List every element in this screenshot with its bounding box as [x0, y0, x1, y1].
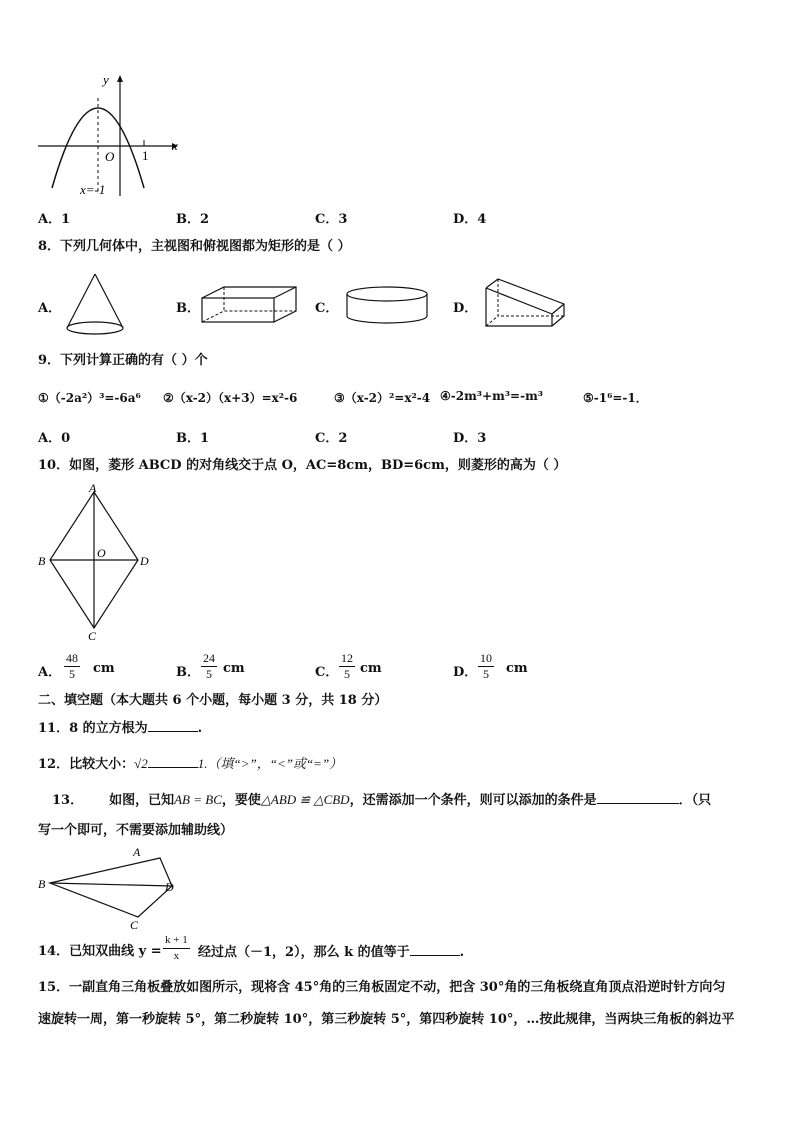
cone-figure	[62, 270, 128, 340]
q9-item-4: ④-2m³+m³=-m³	[440, 389, 544, 403]
q10-option-c-fraction: $\frac{12}{5}$	[341, 651, 353, 681]
graph-origin-label: O	[105, 149, 115, 164]
q13-line1	[52, 791, 711, 810]
q13-math2: △ABD ≌ △CBD	[260, 792, 350, 807]
q11	[38, 719, 202, 738]
kite-label-a: A	[133, 845, 141, 859]
rhombus-label-d: D	[140, 554, 149, 568]
q9-item-3: ③（x-2）²=x²-4	[334, 391, 431, 405]
q9-option-b[interactable]: B．1	[176, 431, 210, 446]
q7-option-d[interactable]: D．4	[453, 212, 487, 227]
q12-sqrt: √2	[134, 756, 148, 771]
kite-label-c: C	[130, 918, 139, 932]
rhombus-label-o: O	[97, 546, 106, 560]
q13-end: ．（只	[678, 793, 712, 808]
graph-tick-label: 1	[142, 148, 149, 163]
q13-text3: ，还需添加一个条件，则可以添加的条件是	[349, 793, 597, 808]
q9-item-1: ①（-2a²）³=-6a⁶	[38, 391, 141, 405]
rhombus-figure	[36, 482, 156, 644]
q8-option-c[interactable]: C．	[315, 301, 339, 316]
q15-line1: 15．一副直角三角板叠放如图所示，现将含 45°角的三角板固定不动，把含 30°角的三角板绕直角顶点沿逆时针方向匀	[38, 980, 726, 995]
q9-stem: 9．下列计算正确的有（ ）个	[38, 353, 208, 368]
q7-option-a[interactable]: A．1	[38, 212, 71, 227]
cylinder-figure	[343, 284, 433, 328]
graph-y-label: y	[103, 72, 109, 87]
q10-option-d-unit: cm	[506, 661, 528, 676]
q11-end: .	[197, 721, 203, 736]
q9-option-d[interactable]: D．3	[453, 431, 487, 446]
rhombus-label-b: B	[38, 554, 46, 568]
q14-prefix: 14．已知双曲线 y =	[38, 944, 162, 959]
q14-end: .	[459, 945, 465, 960]
q14-fraction: $\frac{k + 1}{x}$	[165, 934, 188, 962]
q8-stem: 8．下列几何体中，主视图和俯视图都为矩形的是（ ）	[38, 239, 351, 254]
q10-option-a-unit: cm	[93, 661, 115, 676]
section-2-title: 二、填空题（本大题共 6 个小题，每小题 3 分，共 18 分）	[38, 693, 388, 708]
q14-answer-blank[interactable]	[410, 943, 460, 956]
kite-figure	[36, 843, 186, 933]
q9-option-a[interactable]: A．0	[38, 431, 71, 446]
q12	[38, 755, 342, 774]
q9-item-2: ②（x-2）（x+3）=x²-6	[163, 391, 298, 405]
q13-num: 13．	[52, 793, 84, 808]
kite-label-b: B	[38, 877, 46, 891]
q10-option-d-fraction: $\frac{10}{5}$	[480, 651, 492, 681]
q15-line2: 速旋转一周，第一秒旋转 5°，第二秒旋转 10°，第三秒旋转 5°，第四秒旋转 10°，…按此规律，当两块三角板的斜边平	[38, 1012, 735, 1027]
parabola-graph	[30, 70, 190, 200]
q10-option-a-prefix[interactable]: A．	[38, 665, 62, 680]
q12-after: 1.（填“>”，“<”或“=”）	[197, 756, 343, 771]
q14-suffix-line	[198, 943, 464, 962]
q14-suffix: 经过点（－1，2），那么 k 的值等于	[198, 945, 410, 960]
q13-text1: 如图，已知	[109, 793, 175, 808]
q10-option-b-prefix[interactable]: B．	[176, 665, 200, 680]
q13-line2: 写一个即可，不需要添加辅助线）	[38, 823, 234, 838]
q13-answer-blank[interactable]	[597, 791, 679, 804]
cuboid-figure	[198, 284, 302, 328]
q10-option-b-unit: cm	[223, 661, 245, 676]
q12-prefix: 12．比较大小：	[38, 757, 135, 772]
q13-math1: AB = BC	[174, 792, 222, 807]
q10-stem: 10．如图，菱形 ABCD 的对角线交于点 O，AC=8cm，BD=6cm，则菱形的高为（ ）	[38, 458, 567, 473]
graph-line-label: x=-1	[80, 182, 106, 197]
q12-answer-blank[interactable]	[148, 755, 198, 768]
q10-option-b-fraction: $\frac{24}{5}$	[203, 651, 215, 681]
q11-answer-blank[interactable]	[148, 719, 198, 732]
q9-option-c[interactable]: C．2	[315, 431, 348, 446]
q10-option-a-fraction: $\frac{48}{5}$	[66, 651, 78, 681]
rhombus-label-a: A	[89, 481, 97, 495]
q9-item-5: ⑤-1⁶=-1．	[583, 391, 648, 405]
kite-label-d: D	[165, 880, 174, 894]
rhombus-label-c: C	[88, 629, 97, 643]
prism-figure	[482, 276, 568, 332]
graph-x-label: x	[172, 138, 178, 153]
q13-text2: ，要使	[221, 793, 261, 808]
q8-option-d[interactable]: D．	[453, 301, 478, 316]
q10-option-c-prefix[interactable]: C．	[315, 665, 339, 680]
q7-option-c[interactable]: C．3	[315, 212, 348, 227]
q10-option-d-prefix[interactable]: D．	[453, 665, 478, 680]
q8-option-b[interactable]: B．	[176, 301, 200, 316]
q7-option-b[interactable]: B．2	[176, 212, 210, 227]
q10-option-c-unit: cm	[360, 661, 382, 676]
q11-text: 11．8 的立方根为	[38, 721, 148, 736]
q8-option-a[interactable]: A．	[38, 301, 62, 316]
